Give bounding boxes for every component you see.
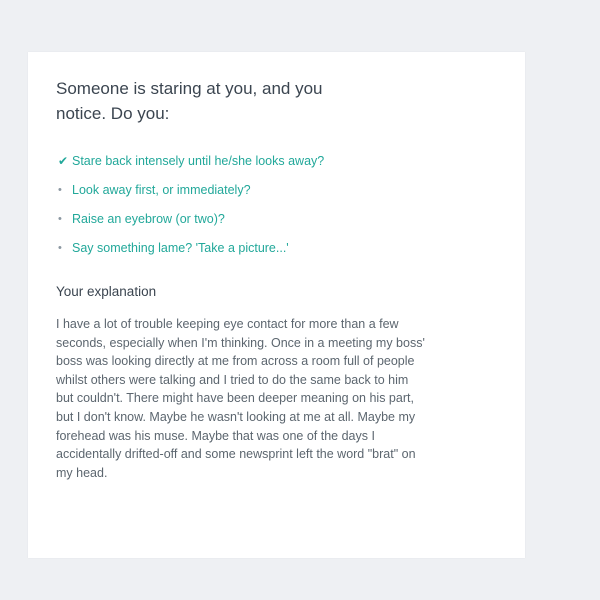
option-label: Say something lame? 'Take a picture...': [72, 240, 289, 255]
explanation-line: boss was looking directly at me from across a room full of people: [56, 354, 415, 369]
option-raise-eyebrow[interactable]: [58, 204, 324, 233]
answer-options: [58, 146, 324, 262]
explanation-line: but I don't know. Maybe he wasn't looking at me at all. Maybe my: [56, 409, 416, 424]
bullet-icon: •: [58, 183, 62, 196]
bullet-icon: •: [58, 241, 62, 254]
option-label: Look away first, or immediately?: [72, 182, 251, 197]
question-card: [28, 52, 525, 558]
question-title: [56, 76, 416, 126]
question-line-2: notice. Do you:: [56, 104, 170, 123]
explanation-line: but couldn't. There might have been deeper meaning on his part,: [56, 391, 414, 406]
option-say-something[interactable]: [58, 233, 324, 262]
option-look-away[interactable]: [58, 175, 324, 204]
explanation-line: forehead was his muse. Maybe that was one of the days I: [56, 428, 375, 443]
explanation-line: my head.: [56, 465, 108, 480]
question-line-1: Someone is staring at you, and you: [56, 79, 323, 98]
explanation-line: accidentally drifted-off and some newsprint left the word "brat" on: [56, 447, 416, 462]
bullet-icon: •: [58, 212, 62, 225]
option-label: Raise an eyebrow (or two)?: [72, 211, 225, 226]
explanation-line: I have a lot of trouble keeping eye contact for more than a few: [56, 317, 399, 331]
explanation-line: seconds, especially when I'm thinking. Once in a meeting my boss': [56, 335, 425, 350]
option-stare-back[interactable]: [58, 146, 324, 175]
explanation-text: [56, 315, 506, 482]
checkmark-icon: ✔: [58, 153, 69, 168]
explanation-heading: Your explanation: [56, 284, 157, 299]
explanation-line: whilst others were talking and I tried to do the same back to him: [56, 372, 409, 387]
option-label: Stare back intensely until he/she looks away?: [72, 153, 325, 168]
